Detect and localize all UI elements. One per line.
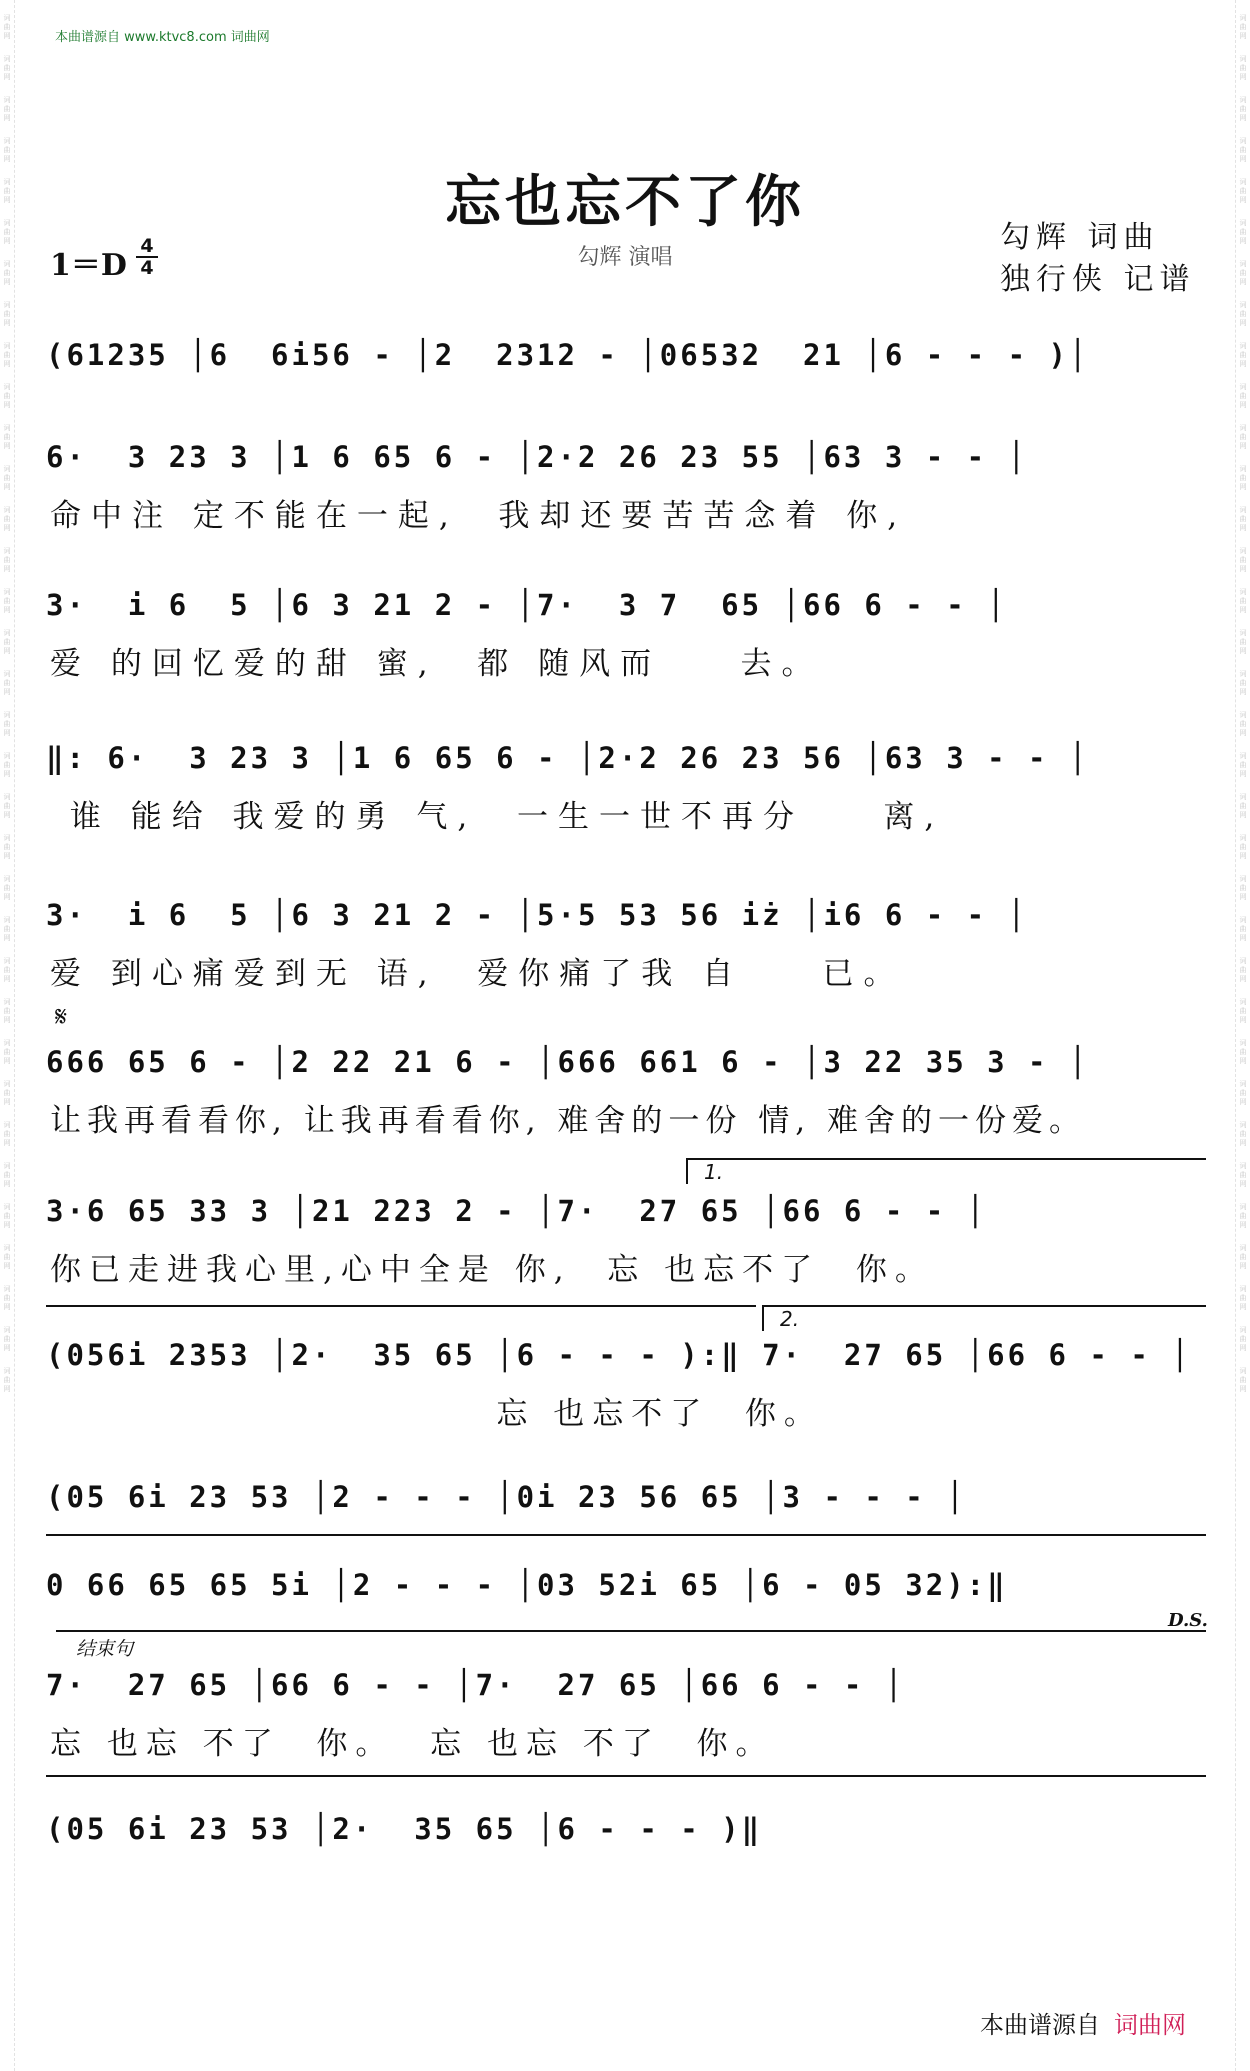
edge-watermark-text: 词 曲 网: [3, 1285, 11, 1311]
edge-watermark-text: 词 曲 网: [1239, 711, 1247, 737]
edge-watermark-text: 词 曲 网: [3, 670, 11, 696]
edge-watermark-text: 词 曲 网: [3, 1080, 11, 1106]
system-9-notes: (05 6i 23 53 │2 - - - │0i 23 56 65 │3 - - - │: [46, 1480, 967, 1514]
edge-watermark-text: 词 曲 网: [3, 301, 11, 327]
system-8-rule: [46, 1305, 756, 1307]
edge-watermark-text: 词 曲 网: [1239, 219, 1247, 245]
edge-watermark-text: 词 曲 网: [3, 629, 11, 655]
segno-sign: 𝄋: [55, 1000, 68, 1033]
source-note: 本曲谱源自 www.ktvc8.com 词曲网: [55, 30, 270, 45]
singer-line: 勾辉 演唱: [577, 245, 673, 270]
volta-1-label: 1.: [704, 1160, 724, 1184]
edge-watermark-text: 词 曲 网: [1239, 957, 1247, 983]
edge-watermark-text: 词 曲 网: [3, 55, 11, 81]
system-5-notes: 3· i 6 5 │6 3 21 2 - │5·5 53 56 iż │i6 6 - - │: [46, 898, 1029, 932]
system-5-lyrics: 爱 到心痛爱到无 语, 爱你痛了我 自 已。: [50, 956, 905, 992]
edge-watermark-text: 词 曲 网: [1239, 178, 1247, 204]
key-signature: 1＝D: [50, 248, 127, 283]
edge-watermark-text: 词 曲 网: [1239, 137, 1247, 163]
edge-watermark-text: 词 曲 网: [3, 957, 11, 983]
system-10-notes: 0 66 65 65 5i │2 - - - │03 52i 65 │6 - 05 32):‖: [46, 1568, 1008, 1602]
system-12-rule: [46, 1775, 1206, 1777]
edge-watermark-text: 词 曲 网: [1239, 998, 1247, 1024]
edge-watermark-text: 词 曲 网: [1239, 96, 1247, 122]
edge-watermark-text: 词 曲 网: [1239, 793, 1247, 819]
system-3-lyrics: 爱 的回忆爱的甜 蜜, 都 随风而 去。: [50, 646, 823, 682]
edge-watermark-text: 词 曲 网: [1239, 629, 1247, 655]
edge-watermark-text: 词 曲 网: [3, 793, 11, 819]
edge-watermark-text: 词 曲 网: [1239, 424, 1247, 450]
edge-watermark-text: 词 曲 网: [1239, 1080, 1247, 1106]
system-8-notes: (056i 2353 │2· 35 65 │6 - - - ):‖ 7· 27 65 │66 6 - - │: [46, 1338, 1192, 1372]
edge-watermark-text: 词 曲 网: [1239, 14, 1247, 40]
edge-watermark-text: 词 曲 网: [3, 916, 11, 942]
edge-watermark-text: 词 曲 网: [3, 1203, 11, 1229]
edge-watermark-text: 词 曲 网: [3, 1121, 11, 1147]
edge-watermark-text: 词 曲 网: [1239, 588, 1247, 614]
edge-watermark-text: 词 曲 网: [3, 588, 11, 614]
footer-source: [980, 2005, 1186, 2040]
time-signature: [136, 236, 158, 278]
time-signature-bottom: 4: [140, 257, 154, 279]
system-4-notes: ‖: 6· 3 23 3 │1 6 65 6 - │2·2 26 23 56 │63 3 - - │: [46, 741, 1090, 775]
system-11-notes: 7· 27 65 │66 6 - - │7· 27 65 │66 6 - - │: [46, 1668, 906, 1702]
edge-watermark-text: 词 曲 网: [1239, 1121, 1247, 1147]
edge-watermark-text: 词 曲 网: [1239, 55, 1247, 81]
edge-watermark-text: 词 曲 网: [1239, 1285, 1247, 1311]
ending-label: 结束句: [76, 1638, 134, 1660]
system-2-notes: 6· 3 23 3 │1 6 65 6 - │2·2 26 23 55 │63 3 - - │: [46, 440, 1029, 474]
edge-watermark-text: 词 曲 网: [3, 96, 11, 122]
edge-watermark-text: 词 曲 网: [3, 424, 11, 450]
credit-lyrics-music: 勾辉 词曲: [1000, 220, 1160, 255]
edge-watermark-text: 词 曲 网: [1239, 301, 1247, 327]
edge-watermark-text: 词 曲 网: [1239, 547, 1247, 573]
edge-watermark-text: 词 曲 网: [1239, 342, 1247, 368]
system-1-notes: (61235 │6 6i56 - │2 2312 - │06532 21 │6 - - - )│: [46, 338, 1090, 372]
edge-watermark-text: 词 曲 网: [3, 711, 11, 737]
edge-watermark-text: 词 曲 网: [3, 506, 11, 532]
system-8-lyrics: 忘 也忘不了 你。: [50, 1396, 823, 1432]
edge-watermark-text: 词 曲 网: [1239, 1162, 1247, 1188]
edge-watermark-text: 词 曲 网: [3, 752, 11, 778]
edge-watermark-text: 词 曲 网: [3, 342, 11, 368]
edge-watermark-text: 词 曲 网: [3, 178, 11, 204]
footer-site-link[interactable]: 词曲网: [1114, 2011, 1186, 2039]
left-watermark-strip: [0, 0, 15, 2071]
system-2-lyrics: 命中注 定不能在一起, 我却还要苦苦念着 你,: [50, 498, 908, 534]
edge-watermark-text: 词 曲 网: [1239, 260, 1247, 286]
system-6-notes: 666 65 6 - │2 22 21 6 - │666 661 6 - │3 22 35 3 - │: [46, 1045, 1090, 1079]
edge-watermark-text: 词 曲 网: [3, 547, 11, 573]
edge-watermark-text: 词 曲 网: [1239, 1244, 1247, 1270]
song-title: 忘也忘不了你: [445, 169, 805, 235]
ending-bracket: [56, 1630, 1206, 1632]
edge-watermark-text: 词 曲 网: [1239, 916, 1247, 942]
system-11-lyrics: 忘 也忘 不了 你。 忘 也忘 不了 你。: [50, 1726, 775, 1762]
edge-watermark-text: 词 曲 网: [1239, 1326, 1247, 1352]
volta-2-bracket: [762, 1305, 1206, 1307]
system-3-notes: 3· i 6 5 │6 3 21 2 - │7· 3 7 65 │66 6 - - │: [46, 588, 1008, 622]
edge-watermark-text: 词 曲 网: [3, 834, 11, 860]
edge-watermark-text: 词 曲 网: [3, 998, 11, 1024]
time-signature-top: 4: [136, 236, 158, 258]
edge-watermark-text: 词 曲 网: [3, 14, 11, 40]
edge-watermark-text: 词 曲 网: [3, 465, 11, 491]
edge-watermark-text: 词 曲 网: [3, 137, 11, 163]
edge-watermark-text: 词 曲 网: [1239, 670, 1247, 696]
edge-watermark-text: 词 曲 网: [3, 875, 11, 901]
system-10-rule: [46, 1534, 1206, 1536]
volta-2-label: 2.: [780, 1307, 800, 1331]
edge-watermark-text: 词 曲 网: [3, 1244, 11, 1270]
edge-watermark-text: 词 曲 网: [1239, 383, 1247, 409]
edge-watermark-text: 词 曲 网: [1239, 1203, 1247, 1229]
edge-watermark-text: 词 曲 网: [3, 383, 11, 409]
system-12-notes: (05 6i 23 53 │2· 35 65 │6 - - - )‖: [46, 1812, 763, 1846]
footer-source-label: 本曲谱源自: [980, 2011, 1100, 2039]
ds-mark: D.S.: [1168, 1610, 1208, 1631]
edge-watermark-text: 词 曲 网: [1239, 875, 1247, 901]
edge-watermark-text: 词 曲 网: [3, 1162, 11, 1188]
right-watermark-strip: [1235, 0, 1250, 2071]
edge-watermark-text: 词 曲 网: [3, 1367, 11, 1393]
system-4-lyrics: 谁 能给 我爱的勇 气, 一生一世不再分 离,: [50, 799, 945, 835]
edge-watermark-text: 词 曲 网: [3, 1039, 11, 1065]
edge-watermark-text: 词 曲 网: [1239, 1039, 1247, 1065]
edge-watermark-text: 词 曲 网: [1239, 752, 1247, 778]
edge-watermark-text: 词 曲 网: [3, 260, 11, 286]
edge-watermark-text: 词 曲 网: [1239, 1367, 1247, 1393]
edge-watermark-text: 词 曲 网: [3, 219, 11, 245]
edge-watermark-text: 词 曲 网: [1239, 506, 1247, 532]
system-6-lyrics: 让我再看看你, 让我再看看你, 难舍的一份 情, 难舍的一份爱。: [50, 1103, 1086, 1139]
edge-watermark-text: 词 曲 网: [1239, 465, 1247, 491]
system-7-lyrics: 你已走进我心里,心中全是 你, 忘 也忘不了 你。: [50, 1252, 934, 1288]
edge-watermark-text: 词 曲 网: [3, 1326, 11, 1352]
system-7-notes: 3·6 65 33 3 │21 223 2 - │7· 27 65 │66 6 - - │: [46, 1194, 988, 1228]
volta-1-bracket: [686, 1158, 1206, 1160]
credit-transcriber: 独行侠 记谱: [1000, 262, 1196, 297]
edge-watermark-text: 词 曲 网: [1239, 834, 1247, 860]
